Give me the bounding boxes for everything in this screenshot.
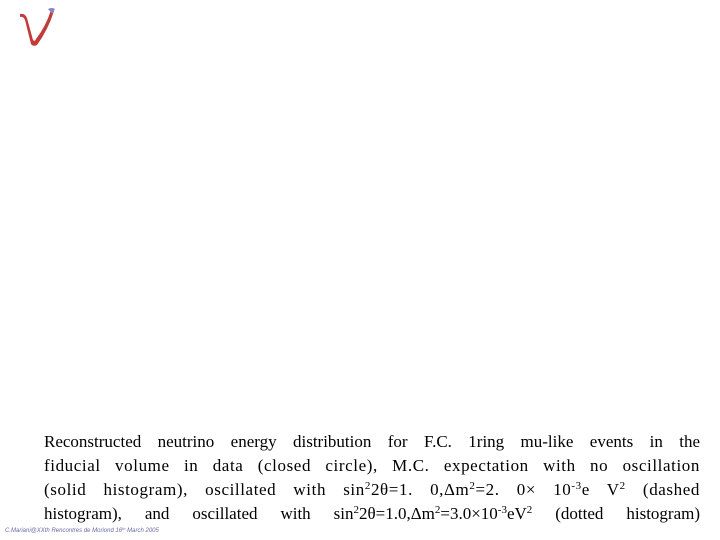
footer-text: C.Mariani@XXth Rencontres de Moriond 16 [5, 528, 123, 534]
caption-text: 2θ=1.0,Δm [358, 504, 435, 523]
caption-text: =3.0×10 [440, 504, 498, 523]
caption-superscript: 2 [526, 504, 533, 516]
caption-text: (dotted histogram) [532, 504, 701, 523]
footer-superscript: th [122, 526, 126, 531]
figure-caption [44, 430, 700, 526]
footer-credit [5, 528, 159, 534]
caption-text: e V [581, 480, 620, 499]
caption-text: (dashed [625, 480, 700, 499]
caption-superscript: 2 [364, 480, 371, 492]
caption-text: histogram), and oscillated with sin [44, 504, 354, 523]
caption-superscript: 2 [353, 504, 359, 516]
caption-superscript: 2 [469, 480, 476, 492]
caption-superscript: -3 [571, 480, 582, 492]
caption-line-1: Reconstructed neutrino energy distribution for F.C. 1ring mu-like events in the [44, 432, 700, 451]
caption-line-3 [44, 478, 700, 502]
footer-text: March 2005 [125, 528, 159, 534]
caption-text: =2. 0× 10 [475, 480, 572, 499]
caption-superscript: -3 [497, 504, 507, 516]
caption-line-2: fiducial volume in data (closed circle), M.C. expectation with no oscillation [44, 456, 700, 475]
caption-line-4 [44, 502, 700, 526]
logo-nu-icon [18, 6, 58, 46]
caption-text: eV [506, 504, 527, 523]
caption-text: (solid histogram), oscillated with sin [44, 480, 365, 499]
caption-superscript: 2 [434, 504, 441, 516]
caption-superscript: 2 [619, 480, 626, 492]
caption-text: 2θ=1. 0,Δm [370, 480, 470, 499]
